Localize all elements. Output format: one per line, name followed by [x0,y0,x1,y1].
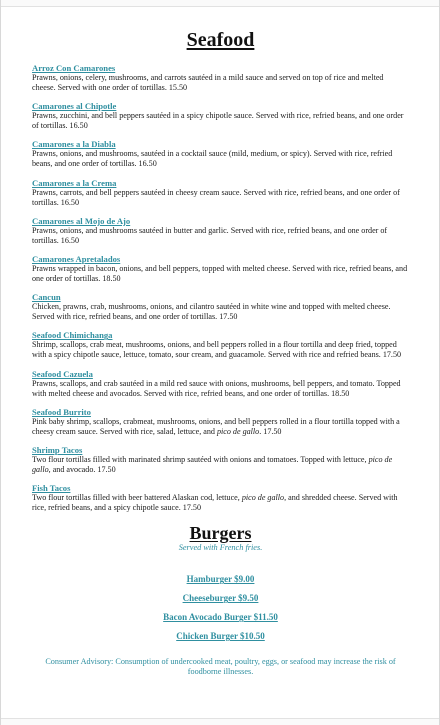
menu-item-description: Chicken, prawns, crab, mushrooms, onions, and cilantro sautéed in white wine and topped with melted cheese. Served with rice, refried beans, and one order of tortillas. 17.50 [32,302,391,322]
menu-item-description: Prawns, scallops, and crab sautéed in a mild red sauce with onions, mushrooms, bell peppers, and tomato. Topped with melted cheese and avocados. Served with rice, refried beans, and one order of tortillas. 18.50 [32,378,401,398]
menu-item-description: Prawns, zucchini, and bell peppers sautéed in a spicy chipotle sauce. Served with rice, refried beans, and one order of tortillas. 16.50 [32,111,404,131]
desc-text: , and avocado. 17.50 [48,464,116,474]
desc-text: Two flour tortillas filled with marinated shrimp sautéed with onions and tomatoes. Topped with lettuce, [32,454,369,464]
menu-item [32,101,409,131]
page-frame-bottom [1,718,439,725]
seafood-title: Seafood [186,29,255,51]
menu-item-name: Camarones Apretalados [32,253,121,264]
menu-item-name: Camarones a la Diabla [32,139,116,150]
menu-item-description: Prawns, onions, celery, mushrooms, and carrots sautéed in a mild sauce and served on top of rice and melted cheese. Served with one order of tortillas. 15.50 [32,73,384,93]
menu-item [32,178,409,208]
menu-item-description: Prawns, onions, and mushrooms, sautéed in a cocktail sauce (mild, medium, or spicy). Served with rice, refried beans, and one order of tortillas. 16.50 [32,149,393,169]
desc-text: Two flour tortillas filled with beer battered Alaskan cod, lettuce, [32,493,242,503]
desc-emphasis: pico de gallo [241,493,285,503]
menu-item-description: Prawns wrapped in bacon, onions, and bell peppers, topped with melted cheese. Served with rice, refried beans, and one order of tortillas. 18.50 [32,263,408,284]
menu-item-name: Shrimp Tacos [32,444,83,455]
desc-text: . 17.50 [259,426,282,436]
burgers-title: Burgers [189,523,252,544]
desc-text: Pink baby shrimp, scallops, crabmeat, mushrooms, onions, and bell peppers rolled in a flour tortilla topped with a cheesy cream sauce. Served with rice, salad, lettuce, and [32,416,400,436]
burgers-subtitle: Served with French fries. [178,543,263,553]
menu-item [32,216,409,246]
menu-item [32,445,409,475]
menu-item-name: Fish Tacos [32,483,71,494]
menu-item-name: Seafood Cazuela [32,368,93,379]
menu-item-name: Cancun [32,292,61,303]
menu-content [32,29,409,678]
menu-item-name: Seafood Chimichanga [32,330,113,341]
menu-item [32,330,409,360]
burger-item: Bacon Avocado Burger $11.50 [163,612,278,623]
menu-item-description: Shrimp, scallops, crab meat, mushrooms, onions, and bell peppers rolled in a flour tortilla and deep fried, topped with a spicy chipotle sauce, lettuce, tomato, sour cream, and guacamole. Served with rice and refried beans. 17.50 [32,340,402,360]
menu-item-name: Camarones al Chipotle [32,101,117,112]
burger-item: Hamburger $9.00 [186,574,255,585]
menu-item-name: Arroz Con Camarones [32,63,116,73]
menu-item [32,369,409,399]
desc-emphasis: pico de gallo [32,454,393,474]
consumer-advisory: Consumer Advisory: Consumption of undercooked meat, poultry, eggs, or seafood may increase the risk of foodborne illnesses. [45,657,396,677]
menu-item-name: Seafood Burrito [32,406,91,417]
menu-item [32,63,409,93]
desc-text: , and shredded cheese. Served with rice, refried beans, and a spicy chipotle sauce. 17.50 [32,493,398,513]
menu-item-description [32,417,409,437]
burger-list [32,567,409,643]
desc-emphasis: pico de gallo [216,426,260,436]
burger-item: Chicken Burger $10.50 [176,631,265,642]
menu-item [32,483,409,513]
menu-item [32,407,409,437]
burger-item: Cheeseburger $9.50 [182,593,259,604]
menu-item-description [32,493,409,513]
menu-item-description: Prawns, carrots, and bell peppers sautéed in cheesy cream sauce. Served with rice, refried beans, and one order of tortillas. 16.50 [32,187,400,207]
page-frame-top [1,0,439,7]
menu-item-description: Prawns, onions, and mushrooms sautéed in butter and garlic. Served with rice, refried beans, and one order of tortillas. 16.50 [32,225,388,245]
menu-item-description [32,455,409,475]
menu-item-name: Camarones al Mojo de Ajo [32,215,131,226]
menu-item [32,292,409,322]
menu-item [32,254,409,284]
menu-item-name: Camarones a la Crema [32,177,117,188]
menu-item [32,139,409,169]
